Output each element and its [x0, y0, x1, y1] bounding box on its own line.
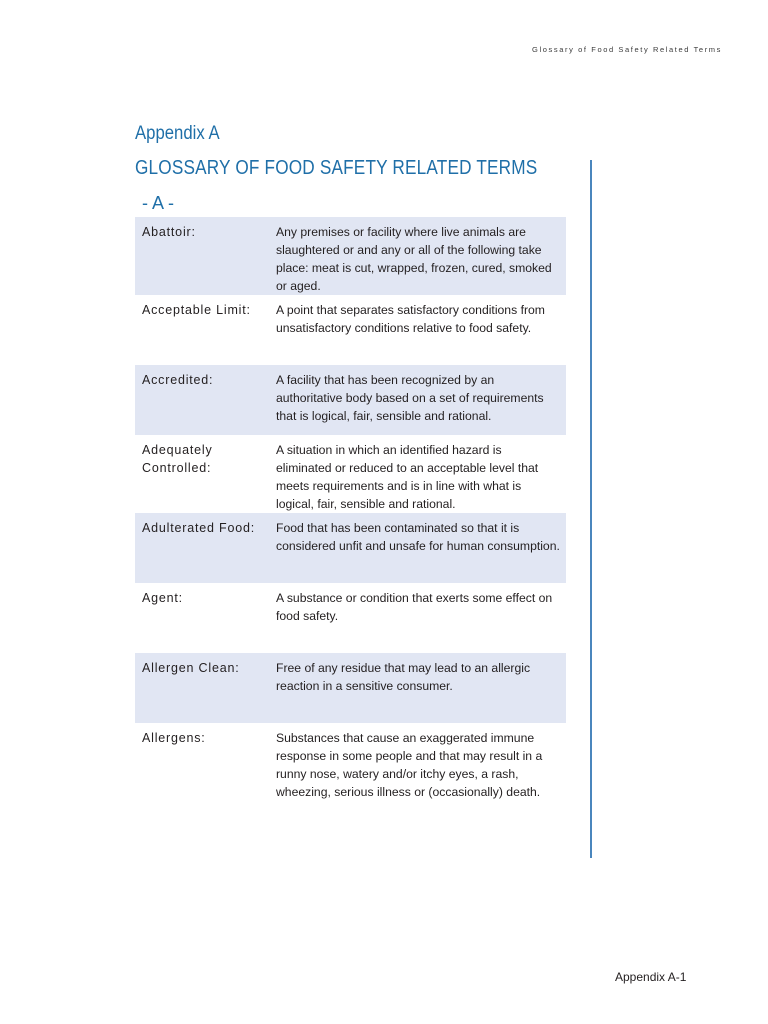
glossary-term: Allergen Clean:: [142, 661, 240, 675]
glossary-definition: A substance or condition that exerts some effect on food safety.: [276, 591, 553, 623]
glossary-term: Accredited:: [142, 373, 214, 387]
glossary-row-adequately-controlled: [135, 435, 566, 513]
glossary-row-abattoir: [135, 217, 566, 295]
glossary-definition: Food that has been contaminated so that it is considered unfit and unsafe for human consumption.: [276, 521, 560, 553]
glossary-term: Adulterated Food:: [142, 521, 255, 535]
glossary-row-acceptable-limit: [135, 295, 566, 365]
glossary-term: Agent:: [142, 591, 183, 605]
glossary-definition: A point that separates satisfactory conditions from unsatisfactory conditions relative to food safety.: [276, 303, 545, 335]
glossary-row-accredited: [135, 365, 566, 435]
glossary-term: Acceptable Limit:: [142, 303, 251, 317]
glossary-row-allergens: [135, 723, 566, 823]
glossary-definition: A facility that has been recognized by an authoritative body based on a set of requirements that is logical, fair, sensible and rational.: [276, 373, 544, 423]
section-letter: - A -: [142, 193, 175, 213]
glossary-term: Abattoir:: [142, 225, 196, 239]
page-number: Appendix A-1: [615, 970, 687, 984]
glossary-term: Adequately Controlled:: [142, 443, 213, 475]
glossary-row-agent: [135, 583, 566, 653]
running-header: Glossary of Food Safety Related Terms: [532, 45, 722, 54]
glossary-row-allergen-clean: [135, 653, 566, 723]
glossary-table: [135, 217, 566, 823]
appendix-label: Appendix A: [135, 123, 220, 144]
glossary-definition: Any premises or facility where live animals are slaughtered or and any or all of the following take place: meat is cut, wrapped, frozen, cured, smoked or aged.: [276, 225, 552, 293]
glossary-definition: Free of any residue that may lead to an allergic reaction in a sensitive consumer.: [276, 661, 531, 693]
glossary-definition: A situation in which an identified hazard is eliminated or reduced to an acceptable level that meets requirements and is in line with what is logical, fair, sensible and rational.: [276, 443, 539, 511]
vertical-rule: [590, 160, 592, 858]
glossary-term: Allergens:: [142, 731, 206, 745]
glossary-definition: Substances that cause an exaggerated immune response in some people and that may result in a runny nose, watery and/or itchy eyes, a rash, wheezing, serious illness or (occasionally) death.: [276, 731, 543, 799]
page-title: GLOSSARY OF FOOD SAFETY RELATED TERMS: [135, 157, 538, 179]
glossary-row-adulterated-food: [135, 513, 566, 583]
